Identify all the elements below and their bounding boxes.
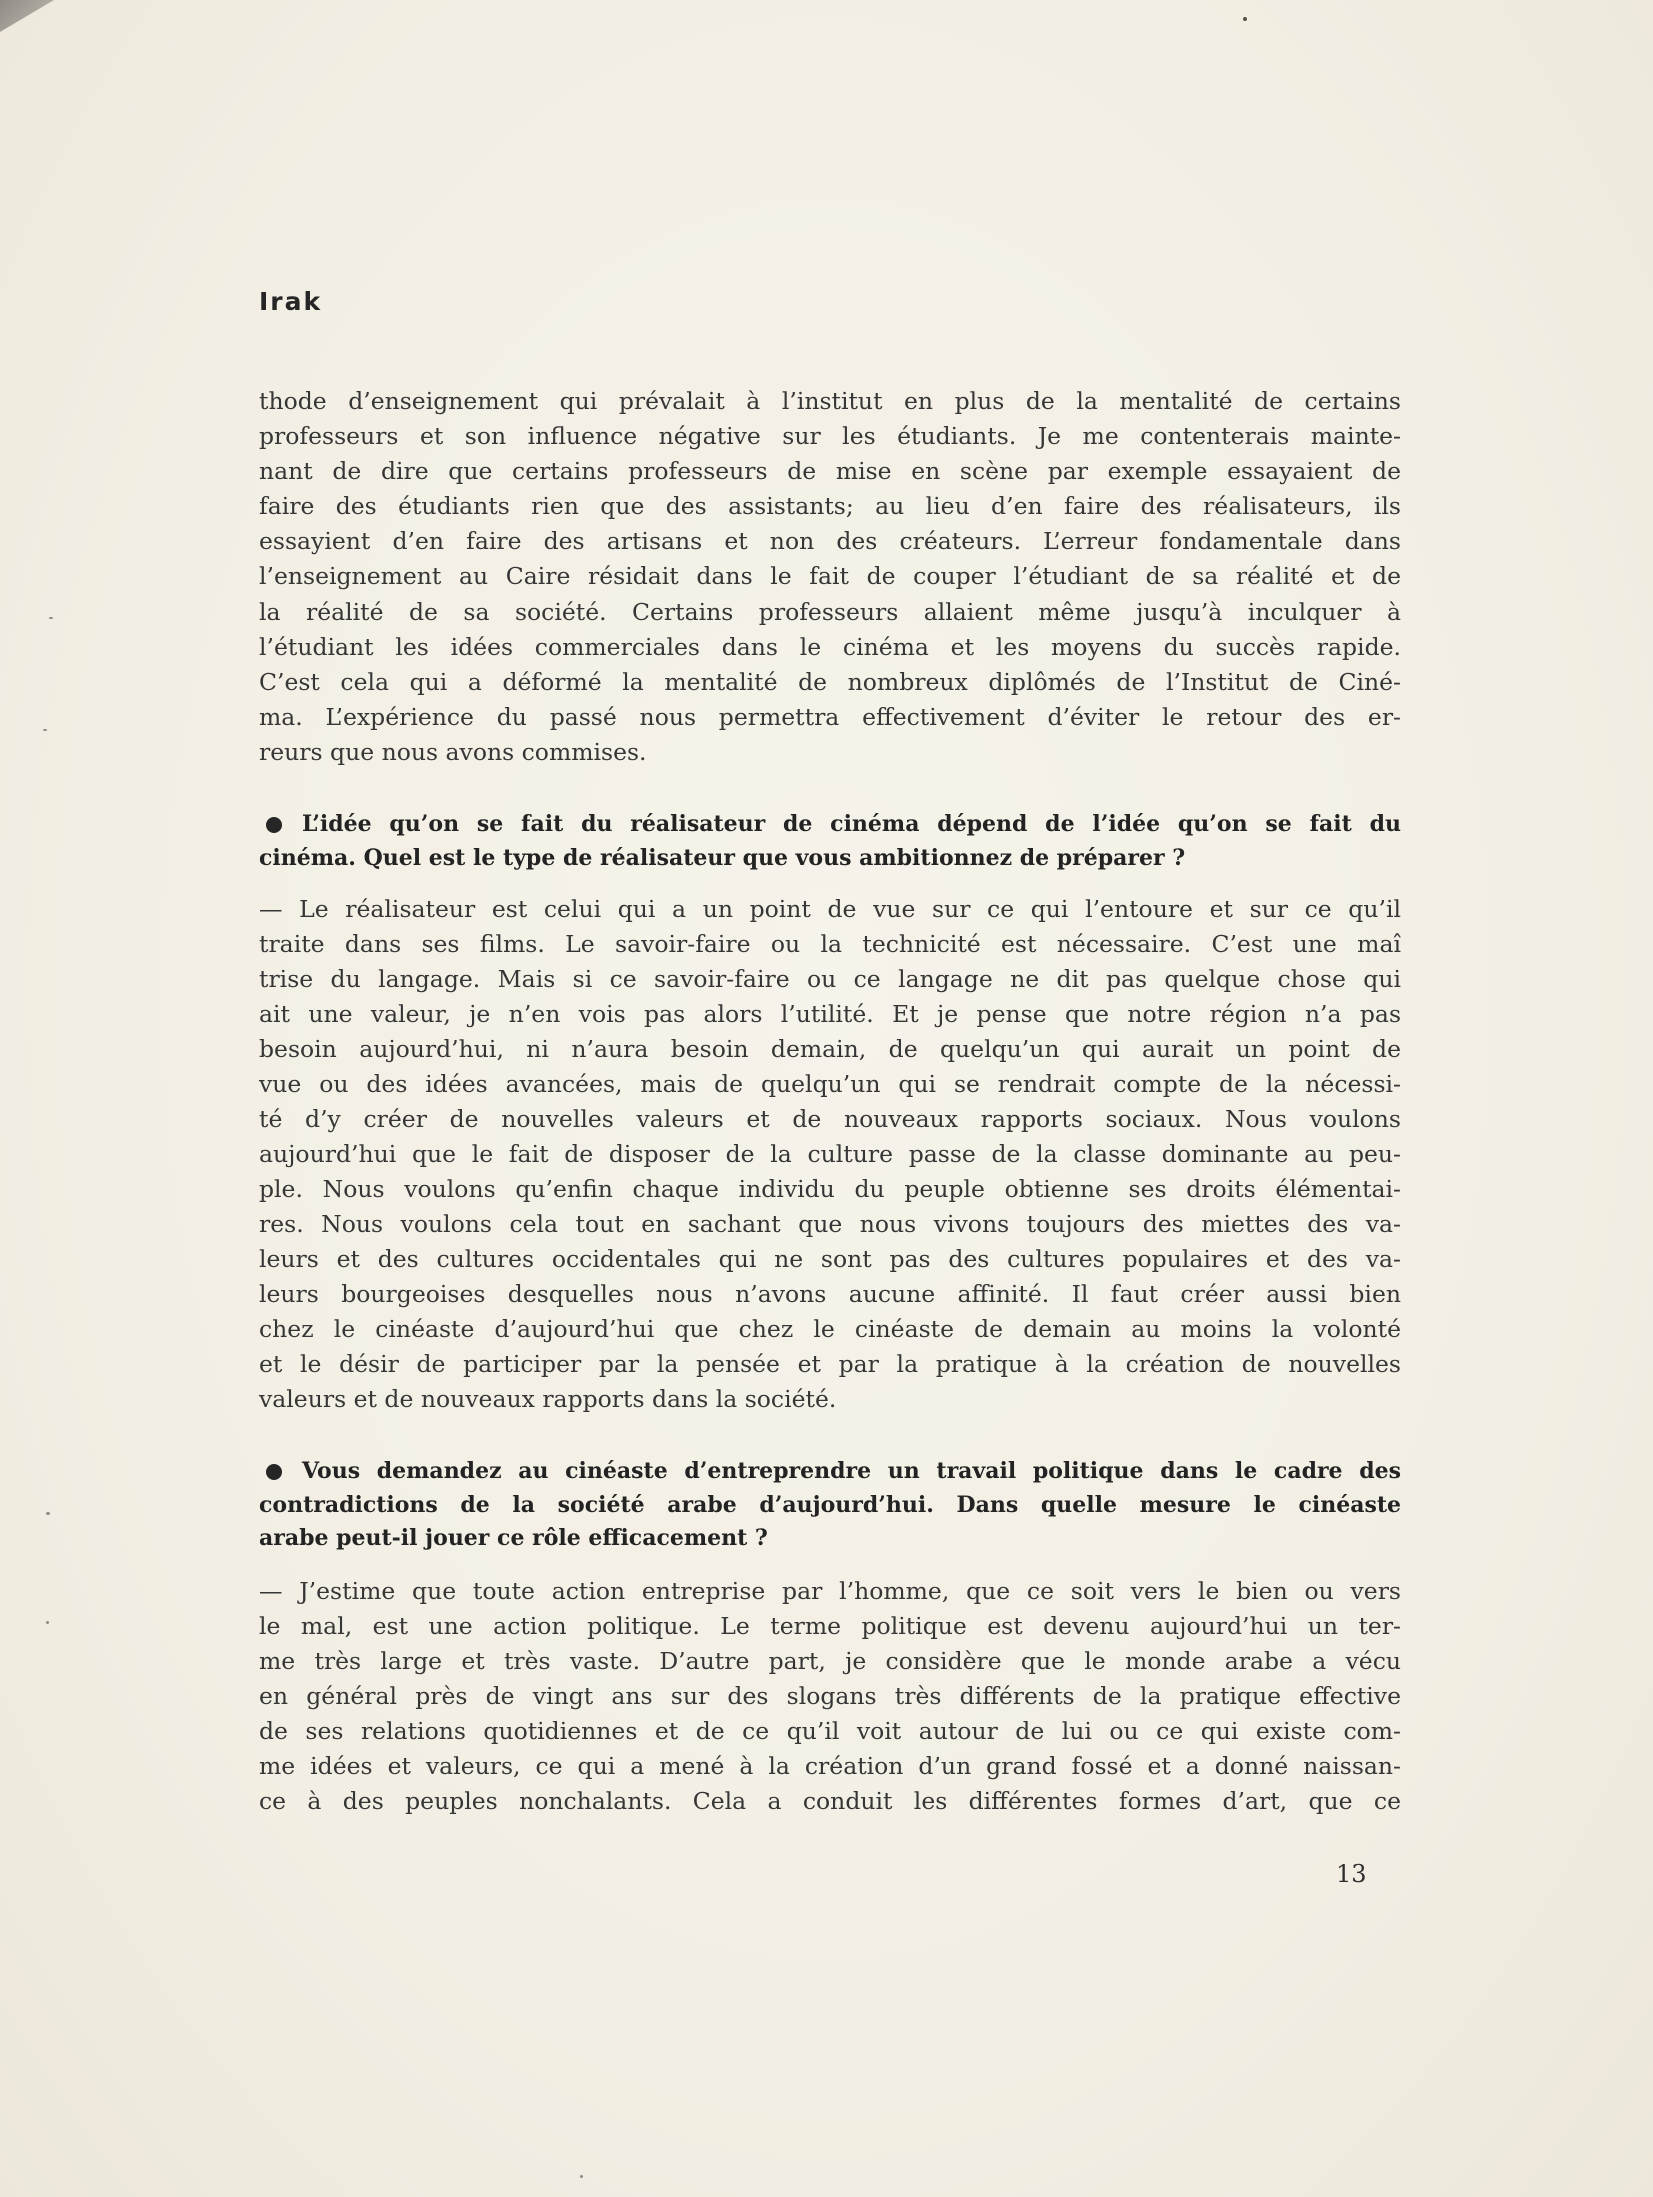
interview-answer [259,1574,1401,1819]
interview-paragraph [259,384,1401,770]
text-line: me très large et très vaste. D’autre part, je considère que le monde arabe a vécu [259,1647,1401,1675]
text-line: essayient d’en faire des artisans et non des créateurs. L’erreur fondamentale dans [259,527,1401,556]
question-line [259,1455,1401,1489]
page-number: 13 [1336,1860,1367,1888]
text-line: leurs bourgeoises desquelles nous n’avons aucune affinité. Il faut créer aussi bien [259,1280,1401,1308]
text-line: thode d’enseignement qui prévalait à l’institut en plus de la mentalité de certains [259,387,1401,415]
section-title: Irak [259,287,323,316]
text-line: — Le réalisateur est celui qui a un point de vue sur ce qui l’entoure et sur ce qu’il [259,895,1401,923]
text-line: aujourd’hui que le fait de disposer de la culture passe de la classe dominante au peu- [259,1140,1401,1168]
text-line: faire des étudiants rien que des assistants; au lieu d’en faire des réalisateurs, ils [259,492,1401,521]
text-line: chez le cinéaste d’aujourd’hui que chez le cinéaste de demain au moins la volonté [259,1315,1401,1343]
text-line: — J’estime que toute action entreprise par l’homme, que ce soit vers le bien ou vers [259,1577,1401,1605]
text-line: le mal, est une action politique. Le terme politique est devenu aujourd’hui un ter- [259,1612,1401,1640]
question-line: cinéma. Quel est le type de réalisateur que vous ambitionnez de préparer ? [259,844,1186,871]
bullet-icon [266,1464,282,1480]
text-line: trise du langage. Mais si ce savoir-faire ou ce langage ne dit pas quelque chose qui [259,965,1401,993]
text-line: de ses relations quotidiennes et de ce qu’il voit autour de lui ou ce qui existe com- [259,1717,1401,1745]
interview-question [259,1455,1401,1556]
interview-answer [259,892,1401,1417]
question-line: arabe peut-il jouer ce rôle efficacement ? [259,1525,768,1552]
text-line: valeurs et de nouveaux rapports dans la société. [259,1385,837,1413]
text-line: leurs et des cultures occidentales qui ne sont pas des cultures populaires et des va- [259,1245,1401,1273]
text-line: traite dans ses films. Le savoir-faire ou la technicité est nécessaire. C’est une maî [259,930,1401,958]
text-line: té d’y créer de nouvelles valeurs et de nouveaux rapports sociaux. Nous voulons [259,1105,1401,1133]
scan-speck [1243,17,1247,21]
text-line: nant de dire que certains professeurs de mise en scène par exemple essayaient de [259,457,1401,486]
text-line: l’étudiant les idées commerciales dans le cinéma et les moyens du succès rapide. [259,632,1401,661]
scan-speck [46,1512,50,1515]
text-line: ce à des peuples nonchalants. Cela a conduit les différentes formes d’art, que ce [259,1787,1401,1815]
text-line: ait une valeur, je n’en vois pas alors l’utilité. Et je pense que notre région n’a pas [259,1000,1401,1028]
question-line [259,808,1401,842]
scan-speck [43,729,47,731]
text-line: en général près de vingt ans sur des slogans très différents de la pratique effective [259,1682,1401,1710]
text-line: C’est cela qui a déformé la mentalité de nombreux diplômés de l’Institut de Ciné- [259,667,1401,696]
text-line: la réalité de sa société. Certains professeurs allaient même jusqu’à inculquer à [259,597,1401,626]
text-line: et le désir de participer par la pensée et par la pratique à la création de nouvelles [259,1350,1401,1378]
text-line: me idées et valeurs, ce qui a mené à la création d’un grand fossé et a donné naissan- [259,1752,1401,1780]
text-line: vue ou des idées avancées, mais de quelqu’un qui se rendrait compte de la nécessi- [259,1070,1401,1098]
bullet-icon [266,817,282,833]
question-line: contradictions de la société arabe d’aujourd’hui. Dans quelle mesure le cinéaste [259,1491,1401,1518]
question-text: L’idée qu’on se fait du réalisateur de cinéma dépend de l’idée qu’on se fait du [302,811,1401,837]
text-line: ple. Nous voulons qu’enfin chaque individu du peuple obtienne ses droits élémentai- [259,1175,1401,1203]
text-line: reurs que nous avons commises. [259,737,647,766]
corner-fold [0,0,54,32]
text-line: l’enseignement au Caire résidait dans le fait de couper l’étudiant de sa réalité et de [259,562,1401,591]
text-line: ma. L’expérience du passé nous permettra effectivement d’éviter le retour des er- [259,702,1401,731]
text-line: professeurs et son influence négative sur les étudiants. Je me contenterais mainte- [259,422,1401,451]
text-line: res. Nous voulons cela tout en sachant que nous vivons toujours des miettes des va- [259,1210,1401,1238]
text-line: besoin aujourd’hui, ni n’aura besoin demain, de quelqu’un qui aurait un point de [259,1035,1401,1063]
scan-speck [46,1621,49,1624]
scan-speck [580,2175,583,2178]
interview-question [259,808,1401,875]
question-text: Vous demandez au cinéaste d’entreprendre un travail politique dans le cadre des [302,1458,1401,1484]
scan-speck [49,617,53,619]
